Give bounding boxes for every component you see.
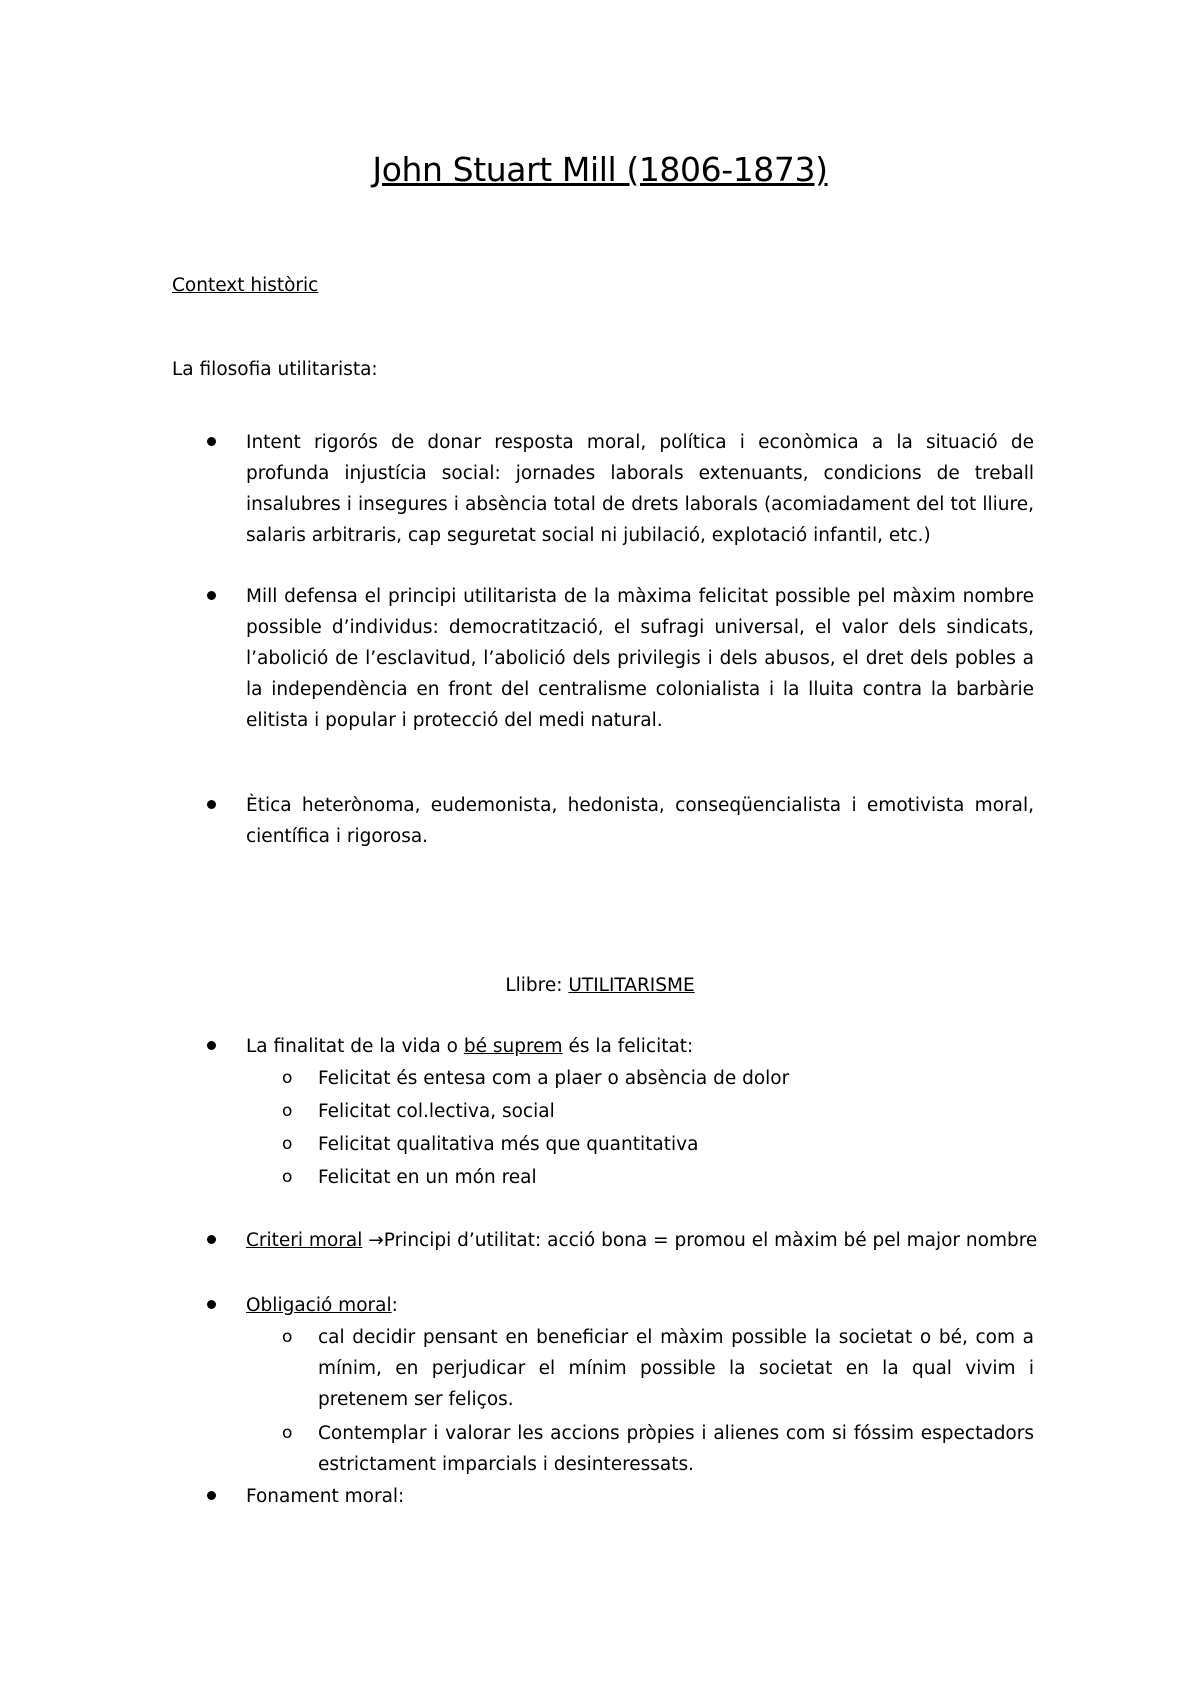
bullet-icon [207,1041,216,1050]
sub-list-item: Felicitat col.lectiva, social [318,1101,555,1122]
bullet-icon [207,1491,216,1500]
purpose-item [246,1031,693,1062]
bullet-icon [207,1300,216,1309]
sub-bullet-icon: o [282,1327,293,1347]
sub-bullet-icon: o [282,1068,293,1088]
sub-bullet-icon: o [282,1134,293,1154]
book-prefix: Llibre: [505,975,569,996]
purpose-post: és la felicitat: [562,1036,694,1057]
book-name: UTILITARISME [568,975,695,996]
purpose-underlined: bé suprem [463,1036,563,1057]
sub-list-item: Felicitat en un món real [318,1167,537,1188]
obligation-post: : [391,1295,398,1316]
purpose-pre: La finalitat de la vida o [246,1036,464,1057]
sub-bullet-icon: o [282,1101,293,1121]
criterion-item [246,1225,1037,1256]
bullet-icon [207,1235,216,1244]
bullet-icon [207,437,216,446]
list-item: Intent rigorós de donar resposta moral, política i econòmica a la situació de profunda injustícia social: jornades laborals extenuants, condicions de treball insalubres i insegures i absència total de drets laborals (acomiadament del tot lliure, salaris arbitraris, cap seguretat social ni jubilació, explotació infantil, etc.) [246,432,1034,546]
obligation-item [246,1290,398,1321]
page-title: John Stuart Mill (1806-1873) [372,150,828,189]
context-heading: Context històric [172,275,319,296]
sub-list-item: Contemplar i valorar les accions pròpies i alienes com si fóssim espectadors estrictament imparcials i desinteressats. [318,1423,1034,1475]
list-item: Ètica heterònoma, eudemonista, hedonista, conseqüencialista i emotivista moral, científica i rigorosa. [246,795,1034,847]
foundation-item: Fonament moral: [246,1486,405,1507]
sub-bullet-icon: o [282,1167,293,1187]
philosophy-label: La filosofia utilitarista: [172,359,378,380]
bullet-icon [207,800,216,809]
sub-list-item: cal decidir pensant en beneficiar el màxim possible la societat o bé, com a mínim, en perjudicar el mínim possible la societat en la qual vivim i pretenem ser feliços. [318,1327,1034,1410]
book-heading [0,970,1200,1001]
arrow-right-icon: → [362,1230,384,1251]
sub-bullet-icon: o [282,1423,293,1443]
criterion-underlined: Criteri moral [246,1230,363,1251]
criterion-rest: Principi d’utilitat: acció bona = promou el màxim bé pel major nombre [383,1230,1038,1251]
list-item: Mill defensa el principi utilitarista de la màxima felicitat possible pel màxim nombre possible d’individus: democratització, el sufragi universal, el valor dels sindicats, l’abolició de l’esclavitud, l’abolició dels privilegis i dels abusos, el dret dels pobles a la independència en front del centralisme colonialista i la lluita contra la barbàrie elitista i popular i protecció del medi natural. [246,586,1034,731]
sub-list-item: Felicitat és entesa com a plaer o absència de dolor [318,1068,790,1089]
sub-list-item: Felicitat qualitativa més que quantitativa [318,1134,699,1155]
obligation-underlined: Obligació moral [246,1295,392,1316]
bullet-icon [207,591,216,600]
